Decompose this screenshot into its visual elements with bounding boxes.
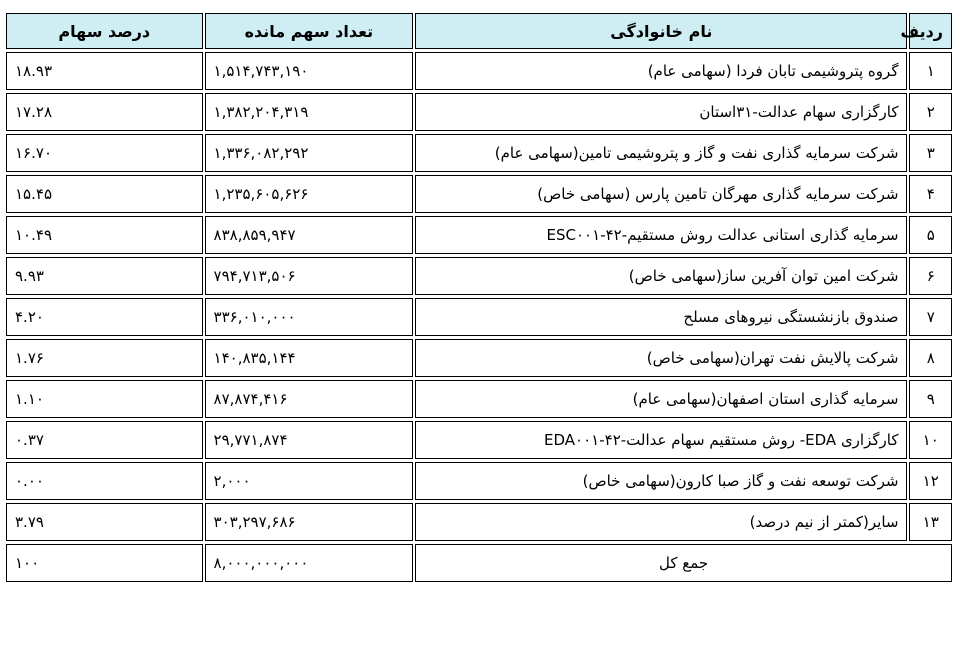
table-row	[6, 93, 952, 131]
table-row	[6, 134, 952, 172]
row-name: سایر(کمتر از نیم درصد)	[415, 503, 907, 541]
row-idx: ۵	[909, 216, 952, 254]
row-percent: ۱۸.۹۳	[6, 52, 203, 90]
row-percent: ۰.۳۷	[6, 421, 203, 459]
header-shares: تعداد سهم مانده	[205, 13, 414, 49]
row-idx: ۲	[909, 93, 952, 131]
row-name: شرکت سرمایه گذاری نفت و گاز و پتروشیمی تامین(سهامی عام)	[415, 134, 907, 172]
table-row	[6, 503, 952, 541]
table-row	[6, 462, 952, 500]
row-shares: ۱,۲۳۵,۶۰۵,۶۲۶	[205, 175, 414, 213]
header-name: نام خانوادگی	[415, 13, 907, 49]
total-percent: ۱۰۰	[6, 544, 203, 582]
row-percent: ۹.۹۳	[6, 257, 203, 295]
row-shares: ۱,۳۸۲,۲۰۴,۳۱۹	[205, 93, 414, 131]
row-idx: ۸	[909, 339, 952, 377]
total-shares: ۸,۰۰۰,۰۰۰,۰۰۰	[205, 544, 414, 582]
table-row	[6, 339, 952, 377]
row-name: صندوق بازنشستگی نیروهای مسلح	[415, 298, 907, 336]
row-percent: ۱۵.۴۵	[6, 175, 203, 213]
table-row	[6, 216, 952, 254]
header-percent: درصد سهام	[6, 13, 203, 49]
header-idx: ردیف	[909, 13, 952, 49]
row-idx: ۱۲	[909, 462, 952, 500]
table-row	[6, 175, 952, 213]
row-idx: ۱	[909, 52, 952, 90]
row-name: شرکت سرمایه گذاری مهرگان تامین پارس (سهامی خاص)	[415, 175, 907, 213]
total-label: جمع کل	[415, 544, 952, 582]
shareholders-table-container	[4, 10, 954, 585]
row-percent: ۰.۰۰	[6, 462, 203, 500]
row-shares: ۱,۳۳۶,۰۸۲,۲۹۲	[205, 134, 414, 172]
row-idx: ۳	[909, 134, 952, 172]
row-idx: ۴	[909, 175, 952, 213]
row-shares: ۸۷,۸۷۴,۴۱۶	[205, 380, 414, 418]
row-percent: ۱.۷۶	[6, 339, 203, 377]
row-shares: ۳۳۶,۰۱۰,۰۰۰	[205, 298, 414, 336]
row-name: کارگزاری سهام عدالت-۳۱استان	[415, 93, 907, 131]
table-row	[6, 298, 952, 336]
table-row	[6, 421, 952, 459]
table-row	[6, 380, 952, 418]
row-name: شرکت امین توان آفرین ساز(سهامی خاص)	[415, 257, 907, 295]
row-percent: ۴.۲۰	[6, 298, 203, 336]
row-idx: ۱۳	[909, 503, 952, 541]
shareholders-table	[4, 10, 954, 585]
row-shares: ۲,۰۰۰	[205, 462, 414, 500]
table-row	[6, 52, 952, 90]
row-name: کارگزاری EDA- روش مستقیم سهام عدالت-۴۲-EDA۰۰۱	[415, 421, 907, 459]
row-name: سرمایه گذاری استانی عدالت روش مستقیم-۴۲-ESC۰۰۱	[415, 216, 907, 254]
row-percent: ۱.۱۰	[6, 380, 203, 418]
row-name: شرکت توسعه نفت و گاز صبا کارون(سهامی خاص)	[415, 462, 907, 500]
row-name: گروه پتروشیمی تابان فردا (سهامی عام)	[415, 52, 907, 90]
header-row	[6, 13, 952, 49]
row-percent: ۱۷.۲۸	[6, 93, 203, 131]
row-idx: ۷	[909, 298, 952, 336]
table-body	[6, 52, 952, 541]
row-idx: ۶	[909, 257, 952, 295]
row-shares: ۱,۵۱۴,۷۴۳,۱۹۰	[205, 52, 414, 90]
row-shares: ۲۹,۷۷۱,۸۷۴	[205, 421, 414, 459]
row-idx: ۹	[909, 380, 952, 418]
row-shares: ۸۳۸,۸۵۹,۹۴۷	[205, 216, 414, 254]
row-percent: ۱۶.۷۰	[6, 134, 203, 172]
table-row	[6, 257, 952, 295]
row-percent: ۳.۷۹	[6, 503, 203, 541]
row-shares: ۳۰۳,۲۹۷,۶۸۶	[205, 503, 414, 541]
row-name: شرکت پالایش نفت تهران(سهامی خاص)	[415, 339, 907, 377]
row-shares: ۷۹۴,۷۱۳,۵۰۶	[205, 257, 414, 295]
total-row	[6, 544, 952, 582]
row-percent: ۱۰.۴۹	[6, 216, 203, 254]
row-idx: ۱۰	[909, 421, 952, 459]
row-name: سرمایه گذاری استان اصفهان(سهامی عام)	[415, 380, 907, 418]
row-shares: ۱۴۰,۸۳۵,۱۴۴	[205, 339, 414, 377]
